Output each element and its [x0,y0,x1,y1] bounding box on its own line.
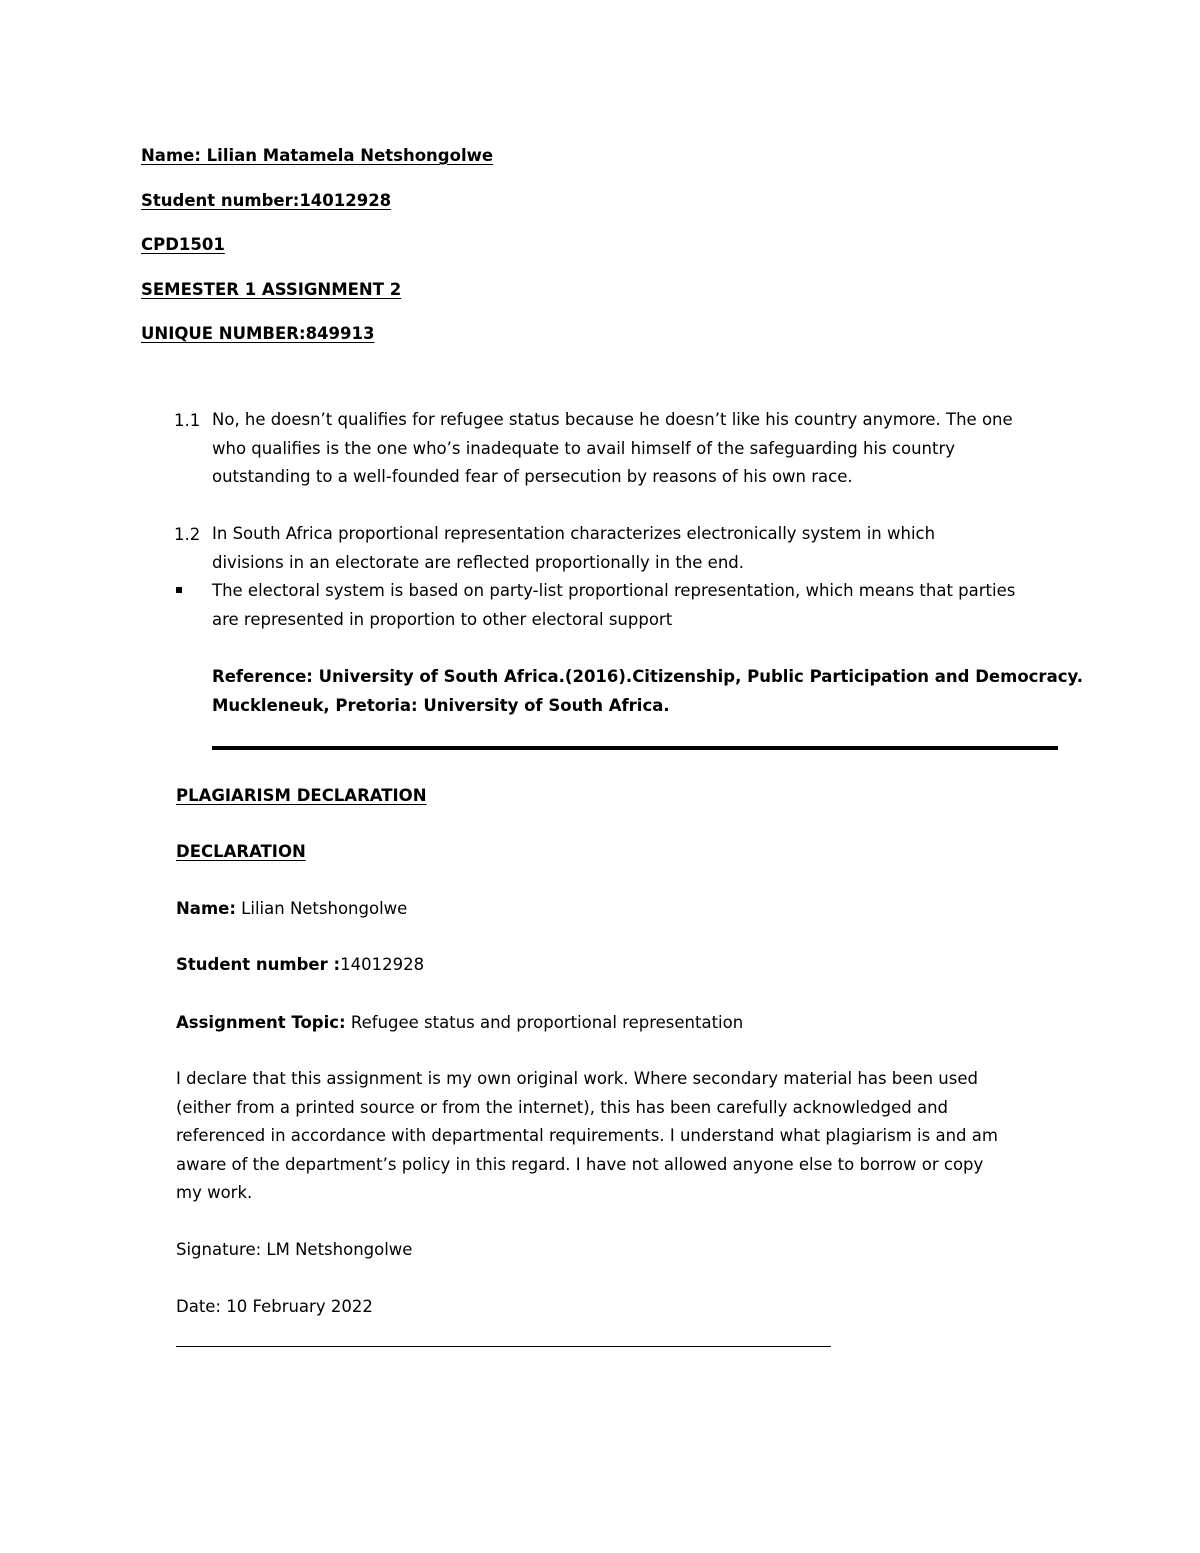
declaration-name-label: Name: [176,899,236,918]
declaration-title: DECLARATION [176,842,306,861]
declaration-student-number-field [176,955,424,974]
module-code-heading: CPD1501 [141,235,225,254]
answer-1-1-line: No, he doesn’t qualifies for refugee status because he doesn’t like his country anymore. The one [212,410,1013,429]
declaration-statement-line: referenced in accordance with departmental requirements. I understand what plagiarism is and am [176,1126,998,1145]
reference-text [212,663,1083,720]
student-number-heading: Student number:14012928 [141,191,392,210]
assignment-heading: SEMESTER 1 ASSIGNMENT 2 [141,280,402,299]
answer-1-2-text [212,520,1072,577]
answer-1-2-number: 1.2 [174,525,201,544]
unique-number-heading: UNIQUE NUMBER:849913 [141,324,375,343]
student-name-heading: Name: Lilian Matamela Netshongolwe [141,146,494,165]
signature-line: Signature: LM Netshongolwe [176,1240,413,1259]
declaration-name-value: Lilian Netshongolwe [235,899,408,918]
declaration-topic-value: Refugee status and proportional representation [345,1013,744,1032]
declaration-statement-line: I declare that this assignment is my own original work. Where secondary material has been used [176,1069,978,1088]
declaration-name-field [176,899,407,918]
reference-line: Muckleneuk, Pretoria: University of South Africa. [212,695,670,715]
answer-1-1-line: who qualifies is the one who’s inadequate to avail himself of the safeguarding his country [212,438,956,458]
bullet-line: are represented in proportion to other electoral support [212,609,673,629]
reference-line: Reference: University of South Africa.(2016).Citizenship, Public Participation and Democracy. [212,667,1083,686]
bullet-text [212,577,1072,634]
declaration-statement-line: (either from a printed source or from the internet), this has been carefully acknowledged and [176,1097,949,1117]
declaration-student-number-label: Student number : [176,955,341,974]
bullet-line: The electoral system is based on party-list proportional representation, which means that parties [212,581,1016,600]
section-divider [212,746,1058,750]
bullet-square-icon [176,587,182,593]
answer-1-2-line: divisions in an electorate are reflected proportionally in the end. [212,552,744,572]
answer-1-1-number: 1.1 [174,411,201,430]
declaration-statement-line: aware of the department’s policy in this regard. I have not allowed anyone else to borrow or copy [176,1154,984,1174]
declaration-statement-line: my work. [176,1183,253,1202]
declaration-student-number-value: 14012928 [340,955,425,974]
footer-divider [176,1346,831,1347]
answer-1-2-line: In South Africa proportional representation characterizes electronically system in which [212,524,936,543]
plagiarism-declaration-title: PLAGIARISM DECLARATION [176,786,427,805]
declaration-topic-field [176,1013,743,1032]
answer-1-1-text [212,406,1072,492]
declaration-statement [176,1065,998,1208]
answer-1-1-line: outstanding to a well-founded fear of persecution by reasons of his own race. [212,467,853,486]
date-line: Date: 10 February 2022 [176,1297,373,1316]
declaration-topic-label: Assignment Topic: [176,1013,346,1032]
